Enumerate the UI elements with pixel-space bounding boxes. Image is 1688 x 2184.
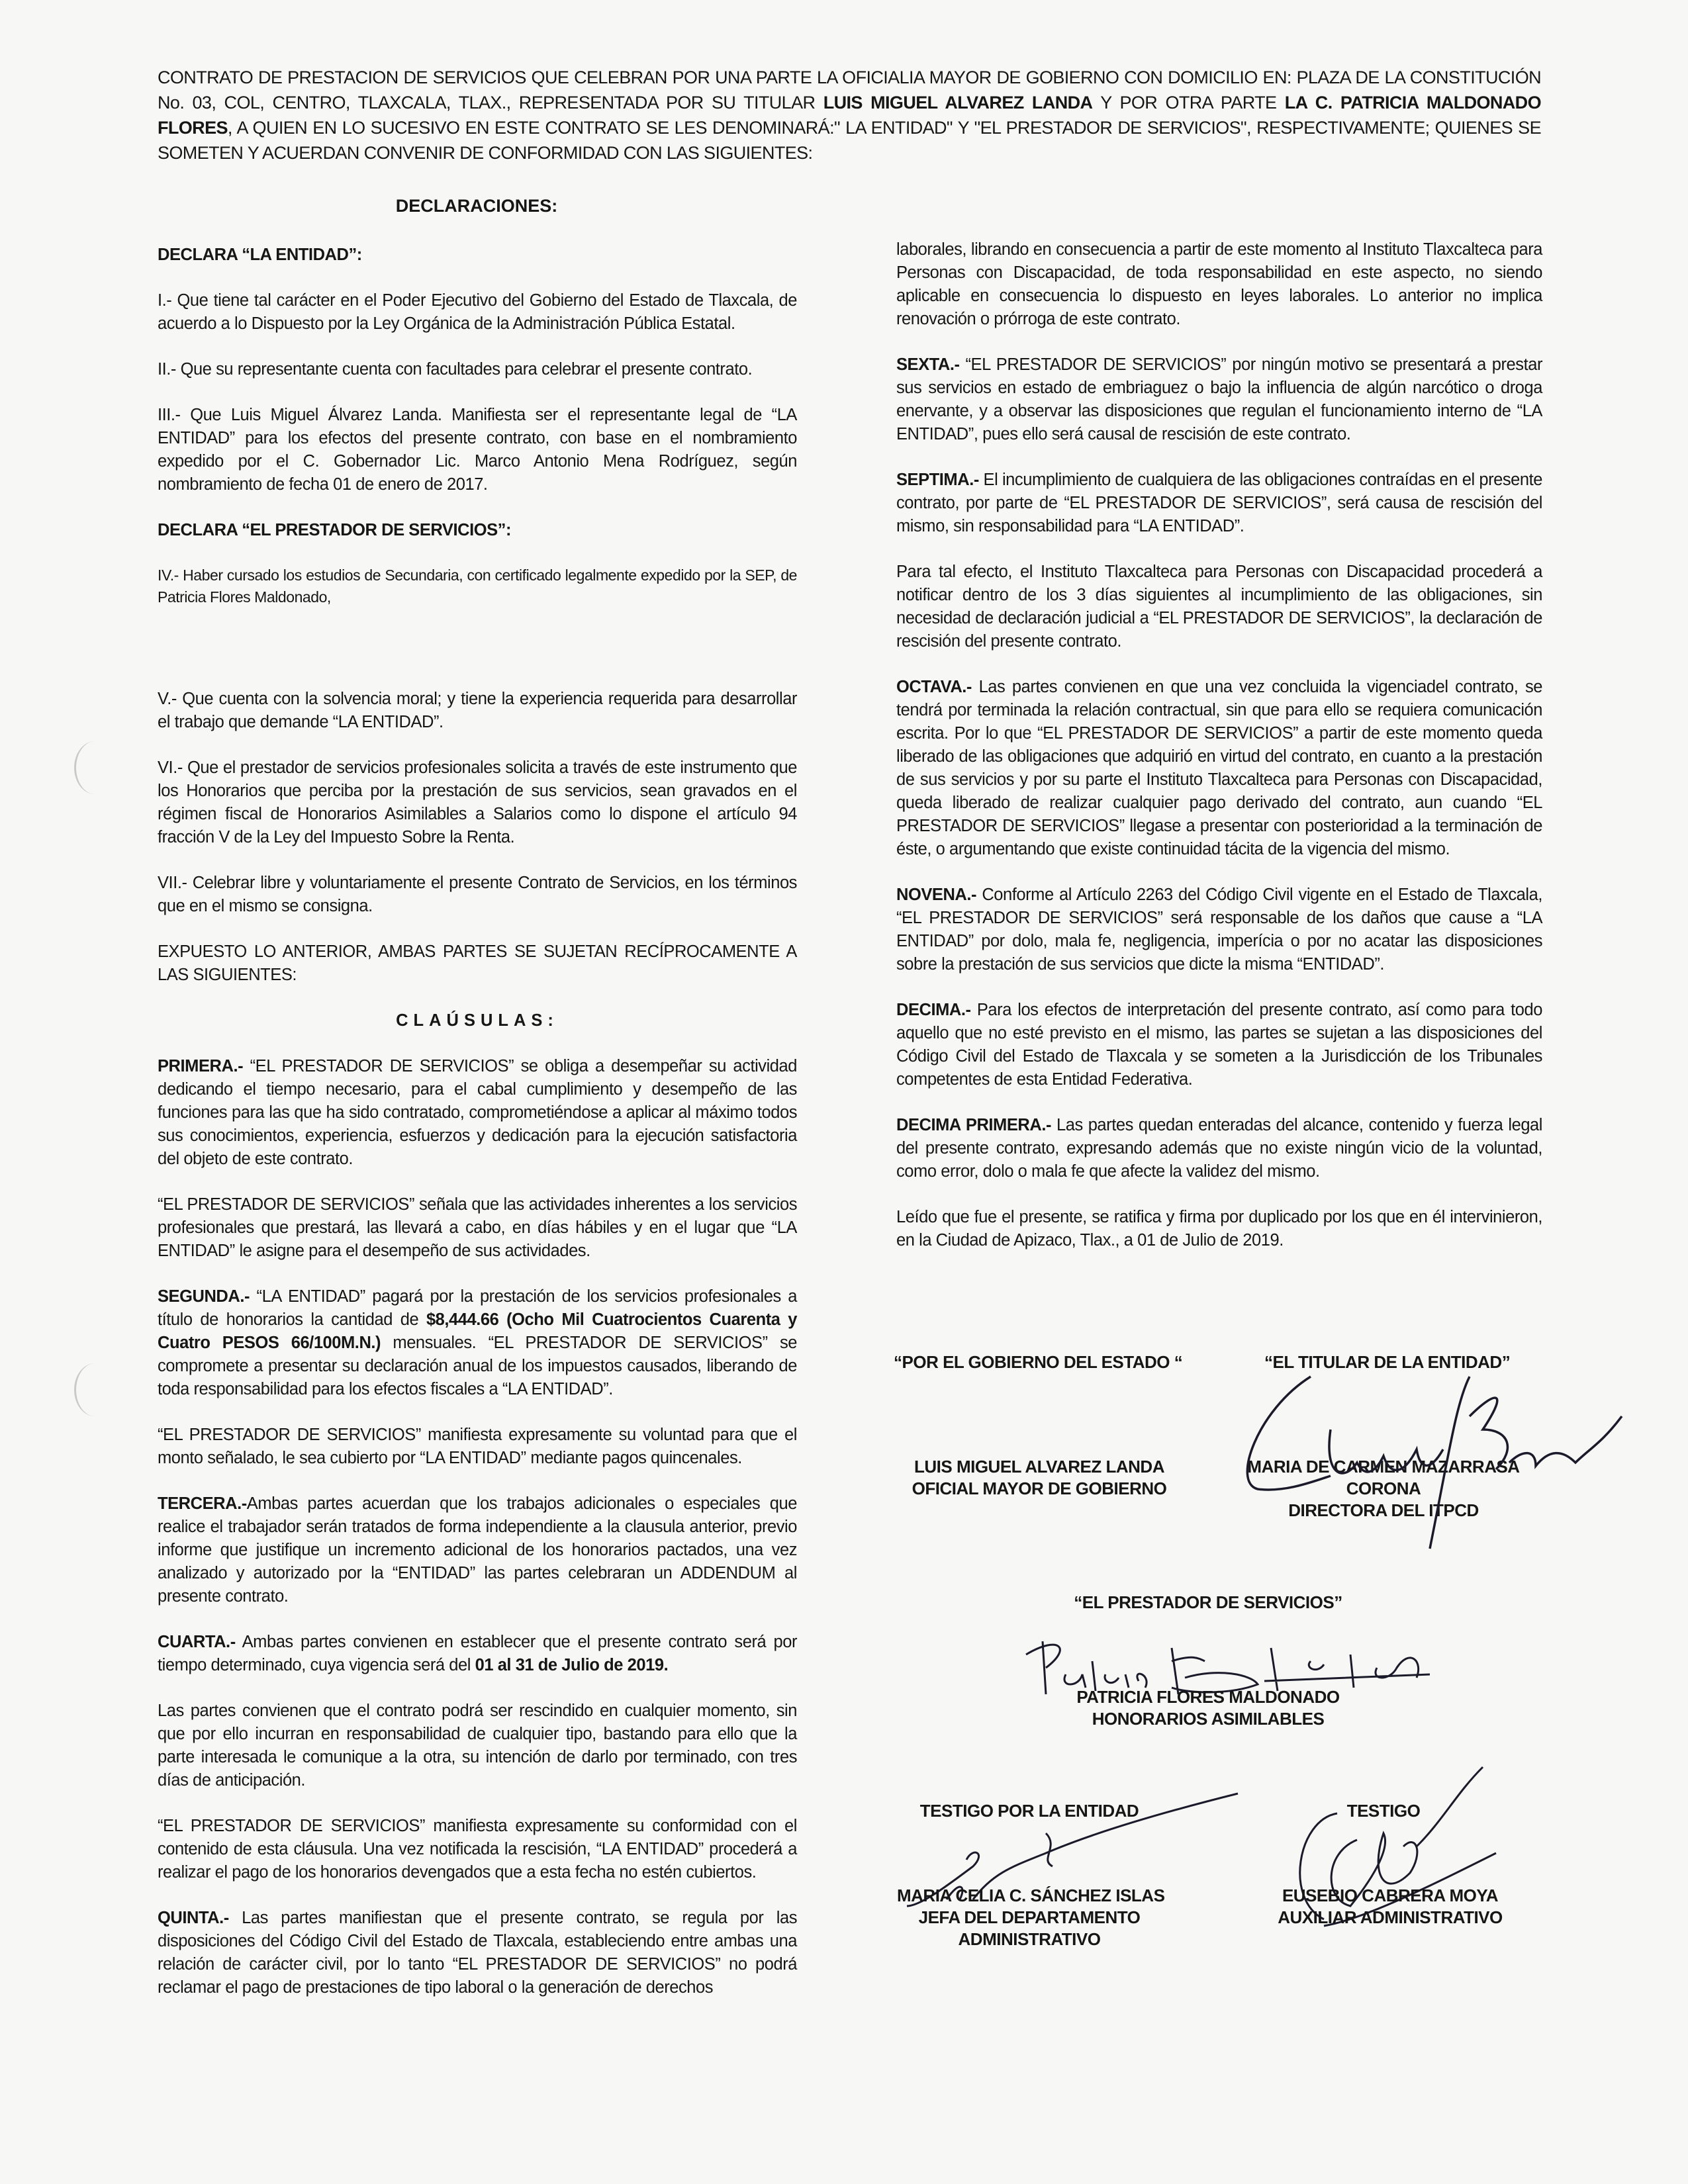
paragraph <box>896 469 1542 538</box>
paragraph <box>896 1206 1542 1252</box>
testigo-label: TESTIGO <box>1346 1801 1421 1821</box>
paragraph-text: IV.- Haber cursado los estudios de Secundaria, con certificado legalmente expedido por la SEP, de Patricia Flores Maldonado, <box>158 567 797 606</box>
bold-text: PRIMERA.- <box>158 1057 244 1075</box>
section-heading <box>158 244 797 267</box>
paragraph <box>158 1193 797 1263</box>
paragraph <box>158 940 797 987</box>
prestador-label: “EL PRESTADOR DE SERVICIOS” <box>1074 1592 1342 1612</box>
preamble-text: Y POR OTRA PARTE <box>1092 93 1285 113</box>
paragraph-text: Conforme al Artículo 2263 del Código Civil vigente en el Estado de Tlaxcala, “EL PRESTADOR DE SERVICIOS” será responsable de los daños que cause a “LA ENTIDAD” por dolo, mala fe, negligencia, imperícia o por no acatar las disposiciones sobre la prestación de sus servicios que dicte la misma “ENTIDAD”. <box>896 886 1542 974</box>
paragraph-text: “EL PRESTADOR DE SERVICIOS” manifiesta expresamente su voluntad para que el monto señalado, le sea cubierto por “LA ENTIDAD” mediante pagos quincenales. <box>158 1426 797 1467</box>
paragraph-text: Para los efectos de interpretación del presente contrato, así como para todo aquello que no esté previsto en el mismo, las partes se sujetan a las disposiciones del Código Civil del Estado de Tlaxcala y se someten a la Jurisdicción de los Tribunales competentes de esta Entidad Federativa. <box>896 1001 1542 1089</box>
gobierno-label: “POR EL GOBIERNO DEL ESTADO “ <box>894 1352 1183 1372</box>
paragraph-text: “EL PRESTADOR DE SERVICIOS” por ningún motivo se presentará a prestar sus servicios en estado de embriaguez o bajo la influencia de algún narcótico o droga enervante, y a observar las disposiciones que regulan el funcionamiento interno de “LA ENTIDAD”, pues ello será causal de rescisión de este contrato. <box>896 355 1542 443</box>
paragraph <box>896 561 1542 653</box>
titular-handwritten-signature <box>1231 1350 1628 1549</box>
clausulas-heading <box>158 1009 797 1032</box>
preamble-text: , A QUIEN EN LO SUCESIVO EN ESTE CONTRATO SE LES DENOMINARÁ:" LA ENTIDAD" Y "EL PRESTADOR DE SERVICIOS", RESPECTIVAMENTE; QUIENES SE SOMETEN Y ACUERDAN CONVENIR DE CONFORMIDAD CON LAS SIGUIENTES: <box>158 118 1541 163</box>
gobierno-signatory <box>900 1456 1178 1500</box>
paragraph-text: Las partes convienen en que una vez concluida la vigenciadel contrato, se tendrá por terminada la relación contractual, sin que para ello se requiera comunicación escrita. Por lo que “EL PRESTADOR DE SERVICIOS” a partir de este momento queda liberado de las obligaciones que adquirió en virtud del contrato, en cuanto a la prestación de sus servicios y por su parte el Instituto Tlaxcalteca para Personas con Discapacidad, queda liberado de realizar cualquier pago derivado del contrato, aun cuando “EL PRESTADOR DE SERVICIOS” llegase a presentar con posterioridad a la terminación de éste, o argumentando que existe continuidad tácita de la vigencia del mismo. <box>896 678 1542 858</box>
punch-hole <box>74 1363 116 1416</box>
bold-text: DECIMA PRIMERA.- <box>896 1116 1052 1134</box>
paragraph <box>158 1424 797 1470</box>
paragraph-text: Para tal efecto, el Instituto Tlaxcalteca para Personas con Discapacidad procederá a notificar dentro de los 3 días siguientes al incumplimiento de las obligaciones, sin necesidad de declaración judicial a “EL PRESTADOR DE SERVICIOS”, la declaración de rescisión del presente contrato. <box>896 563 1542 651</box>
paragraph <box>158 1285 797 1401</box>
bold-text: $8,444.66 (Ocho Mil Cuatrocientos Cuarenta y Cuatro PESOS 66/100M.N.) <box>158 1310 797 1352</box>
paragraph <box>158 1492 797 1608</box>
preamble-bold-name: LUIS MIGUEL ALVAREZ LANDA <box>823 93 1093 113</box>
paragraph-text: “EL PRESTADOR DE SERVICIOS” se obliga a desempeñar su actividad dedicando el tiempo necesario, para el cabal cumplimiento y desempeño de las funciones para las que ha sido contratado, comprometiéndose a aplicar al máximo todos sus conocimientos, experiencia, esfuerzos y dedicación para la ejecución satisfactoria del objeto de este contrato. <box>158 1057 797 1168</box>
left-column <box>158 244 797 2022</box>
signatory-name: EUSEBIO CABRERA MOYA <box>1282 1886 1499 1905</box>
bold-text: DECLARA “LA ENTIDAD”: <box>158 246 362 264</box>
preamble-text: CONTRATO DE PRESTACION DE SERVICIOS QUE CELEBRAN POR UNA PARTE LA OFICIALIA MAYOR DE GOBIERNO CON DOMICILIO EN: PLAZA DE LA CONSTITUCIÓN No. 03, COL, CENTRO, TLAXCALA, TLAX., REPRESENTADA POR SU TITULAR <box>158 68 1541 113</box>
signatory-role: AUXILIAR ADMINISTRATIVO <box>1278 1907 1503 1927</box>
signatory-name: PATRICIA FLORES MALDONADO <box>1076 1687 1340 1707</box>
paragraph-text: Las partes quedan enteradas del alcance, contenido y fuerza legal del presente contrato, expresando además que no existe ningún vicio de la voluntad, como error, dolo o mala fe que afecte la validez del mismo. <box>896 1116 1542 1181</box>
paragraph <box>896 238 1542 331</box>
paragraph-text: Las partes manifiestan que el presente contrato, se regula por las disposiciones del Código Civil del Estado de Tlaxcala, estableciendo entre ambas una relación de carácter civil, por lo tanto “EL PRESTADOR DE SERVICIOS” no podrá reclamar el pago de prestaciones de tipo laboral o la generación de derechos <box>158 1909 797 1997</box>
paragraph <box>158 289 797 336</box>
testigo-entidad-label: TESTIGO POR LA ENTIDAD <box>919 1801 1139 1821</box>
signatory-role: OFICIAL MAYOR DE GOBIERNO <box>912 1479 1167 1498</box>
paragraph <box>896 999 1542 1091</box>
paragraph <box>158 756 797 849</box>
paragraph-text: Ambas partes convienen en establecer que el presente contrato será por tiempo determinado, cuya vigencia será del <box>158 1633 797 1674</box>
bold-text: DECIMA.- <box>896 1001 971 1019</box>
paragraph <box>158 565 797 608</box>
signatory-name: LUIS MIGUEL ALVAREZ LANDA <box>914 1457 1164 1477</box>
bold-text: DECLARA “EL PRESTADOR DE SERVICIOS”: <box>158 521 512 539</box>
bold-text: SEGUNDA.- <box>158 1287 250 1306</box>
bold-text: CUARTA.- <box>158 1633 236 1651</box>
bold-text: CLAÚSULAS: <box>396 1011 559 1030</box>
paragraph-text: III.- Que Luis Miguel Álvarez Landa. Manifiesta ser el representante legal de “LA ENTIDAD” para los efectos del presente contrato, con base en el nombramiento expedido por el C. Gobernador Lic. Marco Antonio Mena Rodríguez, según nombramiento de fecha 01 de enero de 2017. <box>158 406 797 494</box>
titular-label: “EL TITULAR DE LA ENTIDAD” <box>1264 1352 1511 1372</box>
punch-hole <box>74 741 116 794</box>
paragraph <box>896 884 1542 976</box>
paragraph <box>896 1114 1542 1183</box>
redacted-area <box>158 608 797 688</box>
paragraph-text: VI.- Que el prestador de servicios profesionales solicita a través de este instrumento que los Honorarios que perciba por la prestación de sus servicios, sean gravados en el régimen fiscal de Honorarios Asimilables a Salarios como lo dispone el artículo 94 fracción V de la Ley del Impuesto Sobre la Renta. <box>158 758 797 846</box>
paragraph-text: Leído que fue el presente, se ratifica y firma por duplicado por los que en él intervinieron, en la Ciudad de Apizaco, Tlax., a 01 de Julio de 2019. <box>896 1208 1542 1250</box>
paragraph <box>158 1631 797 1677</box>
paragraph <box>158 1055 797 1171</box>
testigo-entidad-signatory <box>897 1885 1165 1950</box>
contract-preamble <box>158 65 1541 165</box>
bold-text: 01 al 31 de Julio de 2019. <box>475 1656 669 1674</box>
paragraph-text: mensuales. “EL PRESTADOR DE SERVICIOS” se compromete a presentar su declaración anual de los impuestos causados, liberando de toda responsabilidad para los efectos fiscales a “LA ENTIDAD”. <box>158 1334 797 1398</box>
paragraph-text: “LA ENTIDAD” pagará por la prestación de los servicios profesionales a título de honorarios la cantidad de <box>158 1287 797 1329</box>
paragraph <box>158 688 797 734</box>
signatory-role: ADMINISTRATIVO <box>958 1929 1101 1949</box>
bold-text: SEXTA.- <box>896 355 960 374</box>
bold-text: OCTAVA.- <box>896 678 972 696</box>
paragraph-text: El incumplimiento de cualquiera de las obligaciones contraídas en el presente contrato, por parte de “EL PRESTADOR DE SERVICIOS”, será causa de rescisión del mismo, sin responsabilidad para “LA ENTIDAD”. <box>896 471 1542 535</box>
bold-text: QUINTA.- <box>158 1909 229 1927</box>
paragraph <box>158 872 797 918</box>
paragraph-text: Las partes convienen que el contrato podrá ser rescindido en cualquier momento, sin que por ello incurran en responsabilidad de cualquier tipo, bastando para ello que la parte interesada le comunique a la otra, su intención de darlo por terminado, con tres días de anticipación. <box>158 1702 797 1790</box>
paragraph <box>158 1815 797 1884</box>
right-column <box>896 238 1542 1275</box>
paragraph-text: I.- Que tiene tal carácter en el Poder Ejecutivo del Gobierno del Estado de Tlaxcala, de acuerdo a lo Dispuesto por la Ley Orgánica de la Administración Pública Estatal. <box>158 291 797 333</box>
paragraph <box>896 676 1542 861</box>
paragraph <box>158 1700 797 1792</box>
paragraph <box>896 353 1542 446</box>
signatory-name: MARIA DE CARMEN MAZARRASA <box>1247 1457 1520 1477</box>
paragraph-text: VII.- Celebrar libre y voluntariamente el presente Contrato de Servicios, en los términos que en el mismo se consigna. <box>158 874 797 915</box>
signatory-role: HONORARIOS ASIMILABLES <box>1092 1709 1325 1729</box>
paragraph <box>158 1907 797 1999</box>
paragraph-text: “EL PRESTADOR DE SERVICIOS” señala que las actividades inherentes a los servicios profesionales que prestará, las llevará a cabo, en días hábiles y en el lugar que “LA ENTIDAD” le asigne para el desempeño de sus actividades. <box>158 1195 797 1260</box>
bold-text: SEPTIMA.- <box>896 471 979 489</box>
prestador-signatory <box>1059 1686 1357 1730</box>
signatory-name: MARIA CELIA C. SÁNCHEZ ISLAS <box>897 1886 1165 1905</box>
declaraciones-heading: DECLARACIONES: <box>395 196 558 216</box>
paragraph-text: EXPUESTO LO ANTERIOR, AMBAS PARTES SE SUJETAN RECÍPROCAMENTE A LAS SIGUIENTES: <box>158 942 797 984</box>
bold-text: NOVENA.- <box>896 886 977 904</box>
signatory-role: DIRECTORA DEL ITPCD <box>1288 1500 1479 1520</box>
section-heading <box>158 519 797 542</box>
paragraph <box>158 404 797 496</box>
paragraph-text: laborales, librando en consecuencia a partir de este momento al Instituto Tlaxcalteca para Personas con Discapacidad, de toda responsabilidad en este aspecto, no siendo aplicable en consecuencia lo dispuesto en leyes laborales. Lo anterior no implica renovación o prórroga de este contrato. <box>896 240 1542 328</box>
paragraph-text: Ambas partes acuerdan que los trabajos adicionales o especiales que realice el trabajador serán tratados de forma independiente a la clausula anterior, previo informe que justifique un incremento adicional de los honorarios pactados, una vez analizado y autorizado por la “ENTIDAD” las partes celebraran un ADDENDUM al presente contrato. <box>158 1494 797 1606</box>
paragraph-text: “EL PRESTADOR DE SERVICIOS” manifiesta expresamente su conformidad con el contenido de esta cláusula. Una vez notificada la rescisión, “LA ENTIDAD” procederá a realizar el pago de los honorarios devengados que a esta fecha no estén cubiertos. <box>158 1817 797 1882</box>
preamble-bold-name: LA C. PATRICIA MALDONADO FLORES <box>158 93 1541 138</box>
testigo-signatory <box>1271 1885 1509 1929</box>
paragraph-text: V.- Que cuenta con la solvencia moral; y tiene la experiencia requerida para desarrollar el trabajo que demande “LA ENTIDAD”. <box>158 690 797 731</box>
paragraph <box>158 358 797 381</box>
paragraph-text: II.- Que su representante cuenta con facultades para celebrar el presente contrato. <box>158 360 753 379</box>
signatory-name: CORONA <box>1346 1479 1421 1498</box>
signatory-role: JEFA DEL DEPARTAMENTO <box>918 1907 1141 1927</box>
bold-text: TERCERA.- <box>158 1494 247 1513</box>
